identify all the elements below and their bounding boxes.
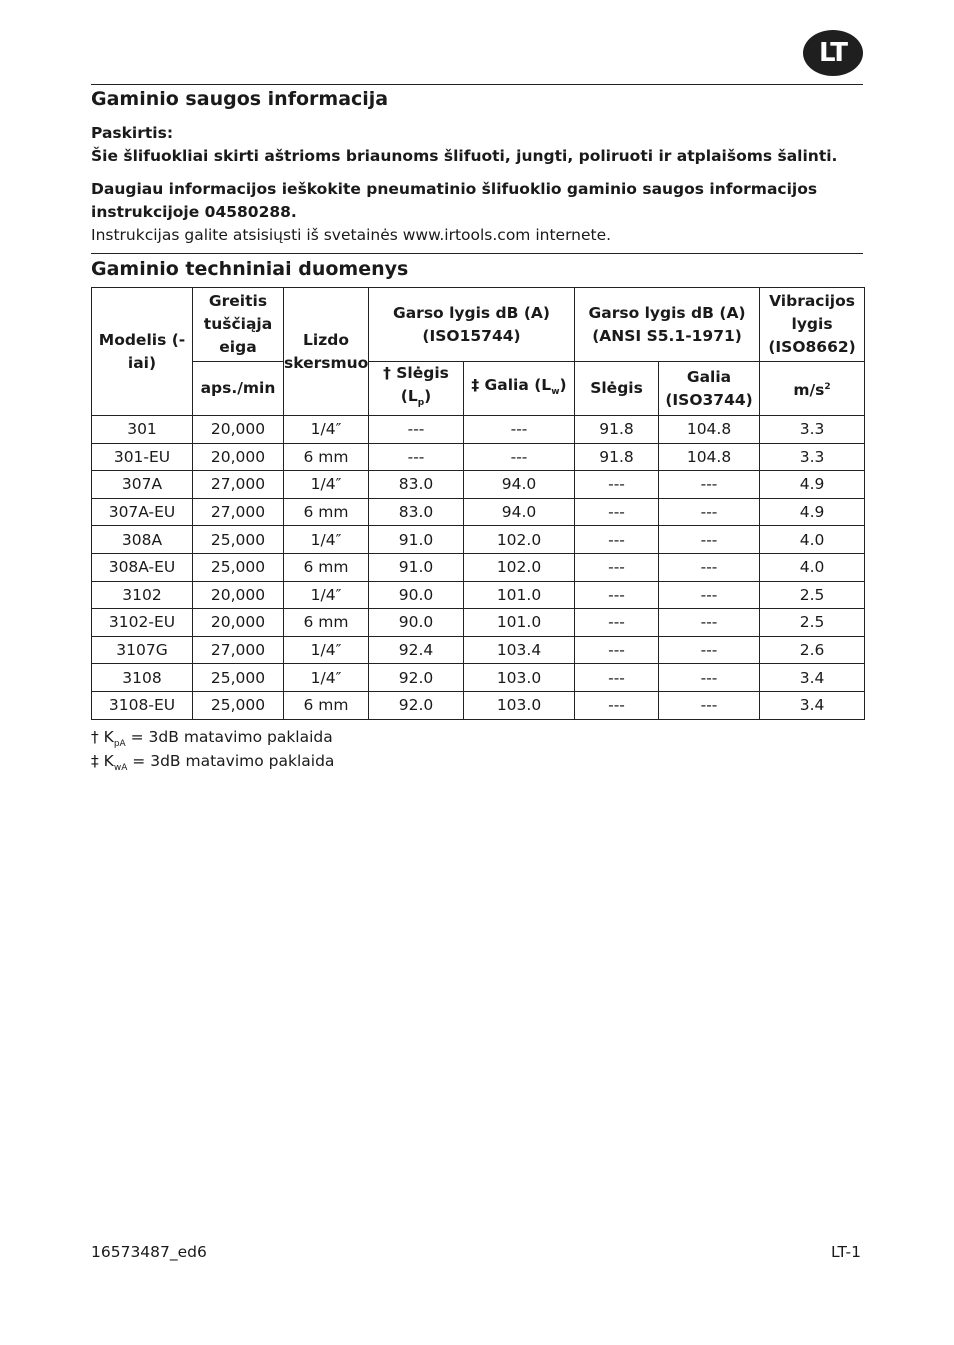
table-row (92, 664, 865, 692)
table-cell: 308A-EU (92, 553, 193, 581)
table-cell: --- (575, 581, 659, 609)
table-row (92, 526, 865, 554)
table-cell: 102.0 (464, 553, 575, 581)
table-cell: --- (575, 664, 659, 692)
table-cell: 20,000 (193, 416, 284, 444)
table-cell: 92.0 (369, 664, 464, 692)
table-cell: 6 mm (284, 609, 369, 637)
table-cell: --- (369, 416, 464, 444)
table-cell: 4.0 (760, 526, 865, 554)
table-cell: 301 (92, 416, 193, 444)
table-cell: 4.9 (760, 498, 865, 526)
header-sound-iso: Garso lygis dB (A) (ISO15744) (369, 288, 575, 362)
table-cell: 2.6 (760, 636, 865, 664)
download-text: Instrukcijas galite atsisiųsti iš svetainės www.irtools.com internete. (91, 226, 612, 244)
document-id: 16573487_ed6 (91, 1243, 207, 1261)
table-cell: 20,000 (193, 581, 284, 609)
table-cell: 27,000 (193, 498, 284, 526)
table-cell: 307A (92, 471, 193, 499)
table-cell: 91.8 (575, 443, 659, 471)
table-cell: --- (464, 416, 575, 444)
table-row (92, 443, 865, 471)
table-cell: 3107G (92, 636, 193, 664)
table-row (92, 416, 865, 444)
header-power-iso: ‡ Galia $(L_w)$ (464, 362, 575, 416)
table-cell: --- (659, 664, 760, 692)
header-pressure-ansi: Slėgis (575, 362, 659, 416)
table-cell: --- (659, 636, 760, 664)
purpose-label: Paskirtis: (91, 124, 174, 142)
footnote-kpa: † $K_{pA} = 3dB$ matavimo paklaida (91, 728, 333, 749)
header-pressure-iso: † Slėgis $(L_p)$ (369, 362, 464, 416)
table-cell: --- (659, 691, 760, 719)
table-cell: 92.0 (369, 691, 464, 719)
table-cell: 27,000 (193, 471, 284, 499)
table-cell: 307A-EU (92, 498, 193, 526)
table-cell: --- (659, 498, 760, 526)
table-row (92, 553, 865, 581)
table-row (92, 581, 865, 609)
table-cell: 103.4 (464, 636, 575, 664)
table-cell: --- (659, 526, 760, 554)
table-cell: 102.0 (464, 526, 575, 554)
specs-table (91, 287, 865, 720)
table-cell: 104.8 (659, 443, 760, 471)
table-cell: 83.0 (369, 498, 464, 526)
table-cell: 6 mm (284, 691, 369, 719)
table-cell: 3.3 (760, 416, 865, 444)
table-cell: 1/4″ (284, 416, 369, 444)
table-cell: 20,000 (193, 443, 284, 471)
table-cell: 3.4 (760, 691, 865, 719)
table-cell: 1/4″ (284, 471, 369, 499)
header-sound-ansi: Garso lygis dB (A) (ANSI S5.1-1971) (575, 288, 760, 362)
table-cell: --- (575, 609, 659, 637)
table-cell: 6 mm (284, 498, 369, 526)
specs-table-body (92, 416, 865, 720)
header-power-ansi: Galia (ISO3744) (659, 362, 760, 416)
table-cell: 2.5 (760, 609, 865, 637)
table-cell: 91.0 (369, 526, 464, 554)
table-cell: 101.0 (464, 609, 575, 637)
table-cell: 103.0 (464, 664, 575, 692)
header-collet: Lizdo skersmuo (284, 288, 369, 416)
table-cell: 301-EU (92, 443, 193, 471)
table-row (92, 498, 865, 526)
safety-section-title: Gaminio saugos informacija (91, 88, 389, 110)
table-cell: 104.8 (659, 416, 760, 444)
table-cell: 1/4″ (284, 581, 369, 609)
table-cell: 90.0 (369, 581, 464, 609)
table-cell: 1/4″ (284, 664, 369, 692)
table-cell: 3108 (92, 664, 193, 692)
table-cell: 3102-EU (92, 609, 193, 637)
table-cell: 83.0 (369, 471, 464, 499)
purpose-text: Šie šlifuokliai skirti aštrioms briaunoms šlifuoti, jungti, poliruoti ir atplaišoms šalinti. (91, 147, 838, 165)
table-cell: 91.0 (369, 553, 464, 581)
table-cell: 6 mm (284, 553, 369, 581)
header-model: Modelis (-iai) (92, 288, 193, 416)
table-cell: --- (575, 691, 659, 719)
page-number: LT-1 (830, 1243, 861, 1261)
table-cell: 25,000 (193, 526, 284, 554)
section-divider (91, 253, 863, 254)
table-cell: 3102 (92, 581, 193, 609)
table-cell: --- (659, 581, 760, 609)
header-vibration-unit: $m/s^2$ (760, 362, 865, 416)
table-cell: 4.0 (760, 553, 865, 581)
table-cell: 4.9 (760, 471, 865, 499)
table-cell: --- (575, 471, 659, 499)
more-info-line1: Daugiau informacijos ieškokite pneumatinio šlifuoklio gaminio saugos informacijos (91, 180, 818, 198)
table-cell: --- (659, 553, 760, 581)
table-cell: 94.0 (464, 498, 575, 526)
table-cell: 308A (92, 526, 193, 554)
language-badge: LT (803, 30, 863, 76)
table-cell: 25,000 (193, 691, 284, 719)
header-speed-unit: aps./min (193, 362, 284, 416)
table-cell: 1/4″ (284, 526, 369, 554)
footnote-kwa: ‡ $K_{wA} = 3dB$ matavimo paklaida (91, 752, 335, 773)
table-cell: 91.8 (575, 416, 659, 444)
table-cell: 94.0 (464, 471, 575, 499)
table-row (92, 609, 865, 637)
top-divider (91, 84, 863, 85)
table-cell: 90.0 (369, 609, 464, 637)
table-cell: 3.4 (760, 664, 865, 692)
more-info-line2: instrukcijoje 04580288. (91, 203, 297, 221)
table-cell: 92.4 (369, 636, 464, 664)
table-cell: 2.5 (760, 581, 865, 609)
header-vibration: Vibracijos lygis (ISO8662) (760, 288, 865, 362)
table-cell: 25,000 (193, 553, 284, 581)
table-cell: --- (575, 553, 659, 581)
table-cell: --- (659, 471, 760, 499)
table-cell: --- (575, 526, 659, 554)
table-cell: --- (464, 443, 575, 471)
table-cell: 101.0 (464, 581, 575, 609)
specs-section-title: Gaminio techniniai duomenys (91, 258, 409, 280)
table-cell: 27,000 (193, 636, 284, 664)
table-row (92, 471, 865, 499)
table-cell: 20,000 (193, 609, 284, 637)
table-cell: 6 mm (284, 443, 369, 471)
table-cell: 25,000 (193, 664, 284, 692)
table-cell: --- (659, 609, 760, 637)
table-cell: --- (575, 636, 659, 664)
table-row (92, 691, 865, 719)
table-cell: 3108-EU (92, 691, 193, 719)
table-cell: --- (369, 443, 464, 471)
table-cell: --- (575, 498, 659, 526)
table-row (92, 636, 865, 664)
table-cell: 1/4″ (284, 636, 369, 664)
table-cell: 3.3 (760, 443, 865, 471)
table-cell: 103.0 (464, 691, 575, 719)
header-speed: Greitis tuščiąja eiga (193, 288, 284, 362)
